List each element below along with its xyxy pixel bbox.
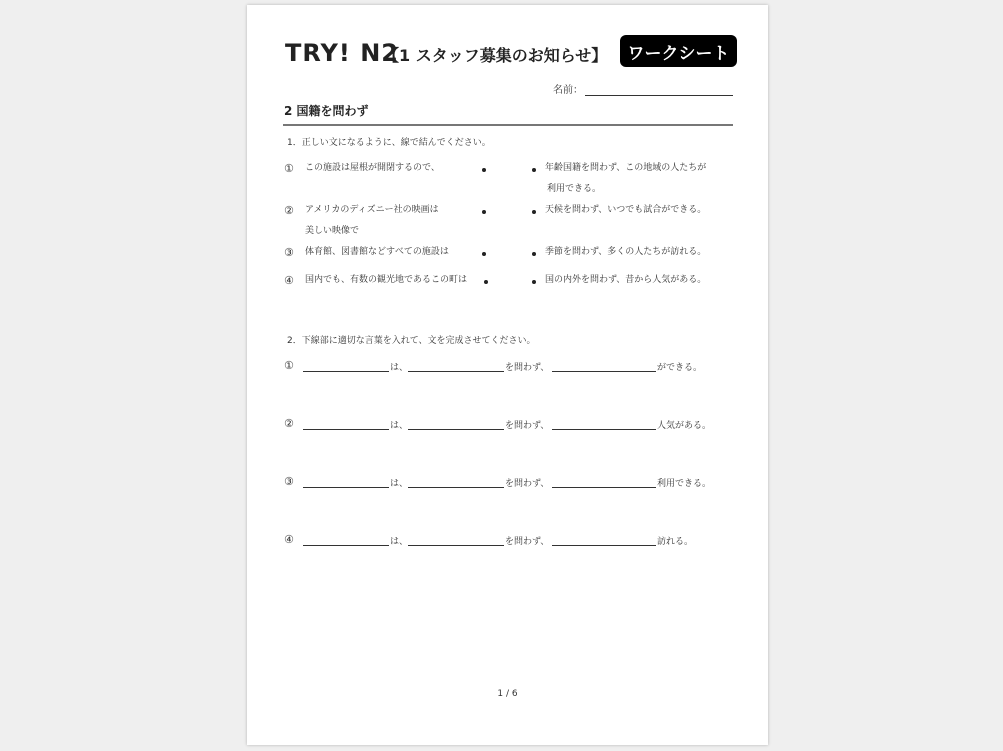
right-connect-dot[interactable] xyxy=(532,210,536,214)
match-right-text xyxy=(545,270,706,291)
blank-condition[interactable] xyxy=(408,545,504,546)
match-left-line: 国内でも、有数の観光地であるこの町は xyxy=(305,275,468,285)
sentence-ending: 人気がある。 xyxy=(657,421,712,431)
fill-number: ① xyxy=(284,359,294,372)
sentence-ending: ができる。 xyxy=(657,363,703,373)
right-connect-dot[interactable] xyxy=(532,252,536,256)
match-right-line: 年齢国籍を問わず、この地域の人たちが xyxy=(545,163,707,173)
particle-wa: は、 xyxy=(390,421,409,431)
match-number: ④ xyxy=(284,274,294,287)
blank-result[interactable] xyxy=(552,487,656,488)
left-connect-dot[interactable] xyxy=(482,168,486,172)
section2-heading: 2．下線部に適切な言葉を入れて、文を完成させてください。 xyxy=(287,336,536,346)
unit-title: 【1 スタッフ募集のお知らせ】 xyxy=(383,46,608,65)
match-left-line: 体育館、図書館などすべての施設は xyxy=(305,247,449,257)
blank-result[interactable] xyxy=(552,429,656,430)
name-blank xyxy=(585,83,733,96)
particle-wa: は、 xyxy=(390,363,409,373)
blank-subject[interactable] xyxy=(303,487,389,488)
towazu-text: を問わず、 xyxy=(505,479,550,489)
left-connect-dot[interactable] xyxy=(482,210,486,214)
towazu-text: を問わず、 xyxy=(505,537,550,547)
match-right-line: 天候を問わず、いつでも試合ができる。 xyxy=(545,205,707,215)
right-connect-dot[interactable] xyxy=(532,280,536,284)
match-right-line: 利用できる。 xyxy=(547,184,602,194)
fill-row xyxy=(284,360,724,374)
sentence-ending: 訪れる。 xyxy=(657,537,694,547)
left-connect-dot[interactable] xyxy=(484,280,488,284)
lesson-title: 2 国籍を問わず xyxy=(284,104,369,118)
fill-number: ③ xyxy=(284,475,294,488)
section1-heading: 1．正しい文になるように、線で結んでください。 xyxy=(287,138,491,148)
blank-condition[interactable] xyxy=(408,371,504,372)
match-left-text xyxy=(305,242,449,263)
towazu-text: を問わず、 xyxy=(505,421,550,431)
name-field xyxy=(553,81,733,96)
try-n2-logo: TRY! N2 xyxy=(285,39,400,67)
match-left-text xyxy=(305,158,440,179)
particle-wa: は、 xyxy=(390,479,409,489)
sentence-ending: 利用できる。 xyxy=(657,479,712,489)
fill-row xyxy=(284,418,724,432)
fill-row xyxy=(284,476,724,490)
particle-wa: は、 xyxy=(390,537,409,547)
title-divider xyxy=(283,124,733,126)
worksheet-page xyxy=(247,5,768,745)
match-right-line: 季節を問わず、多くの人たちが訪れる。 xyxy=(545,247,707,257)
name-label: 名前： xyxy=(553,85,583,96)
fill-row xyxy=(284,534,724,548)
match-number: ② xyxy=(284,204,294,217)
worksheet-badge: ワークシート xyxy=(620,35,737,67)
blank-result[interactable] xyxy=(552,545,656,546)
blank-subject[interactable] xyxy=(303,545,389,546)
match-right-text xyxy=(545,242,706,263)
match-right-line: 国の内外を問わず、昔から人気がある。 xyxy=(545,275,707,285)
left-connect-dot[interactable] xyxy=(482,252,486,256)
blank-subject[interactable] xyxy=(303,371,389,372)
blank-condition[interactable] xyxy=(408,487,504,488)
match-left-line: 美しい映像で xyxy=(305,226,360,236)
page-number: 1 / 6 xyxy=(497,689,518,699)
match-right-text xyxy=(545,158,706,200)
match-number: ③ xyxy=(284,246,294,259)
blank-result[interactable] xyxy=(552,371,656,372)
match-right-text xyxy=(545,200,706,221)
match-left-text xyxy=(305,200,439,242)
fill-number: ② xyxy=(284,417,294,430)
fill-number: ④ xyxy=(284,533,294,546)
blank-subject[interactable] xyxy=(303,429,389,430)
match-left-line: アメリカのディズニー社の映画は xyxy=(305,205,439,215)
towazu-text: を問わず、 xyxy=(505,363,550,373)
match-number: ① xyxy=(284,162,294,175)
blank-condition[interactable] xyxy=(408,429,504,430)
match-left-text xyxy=(305,270,467,291)
match-left-line: この施設は屋根が開閉するので、 xyxy=(305,163,440,173)
right-connect-dot[interactable] xyxy=(532,168,536,172)
